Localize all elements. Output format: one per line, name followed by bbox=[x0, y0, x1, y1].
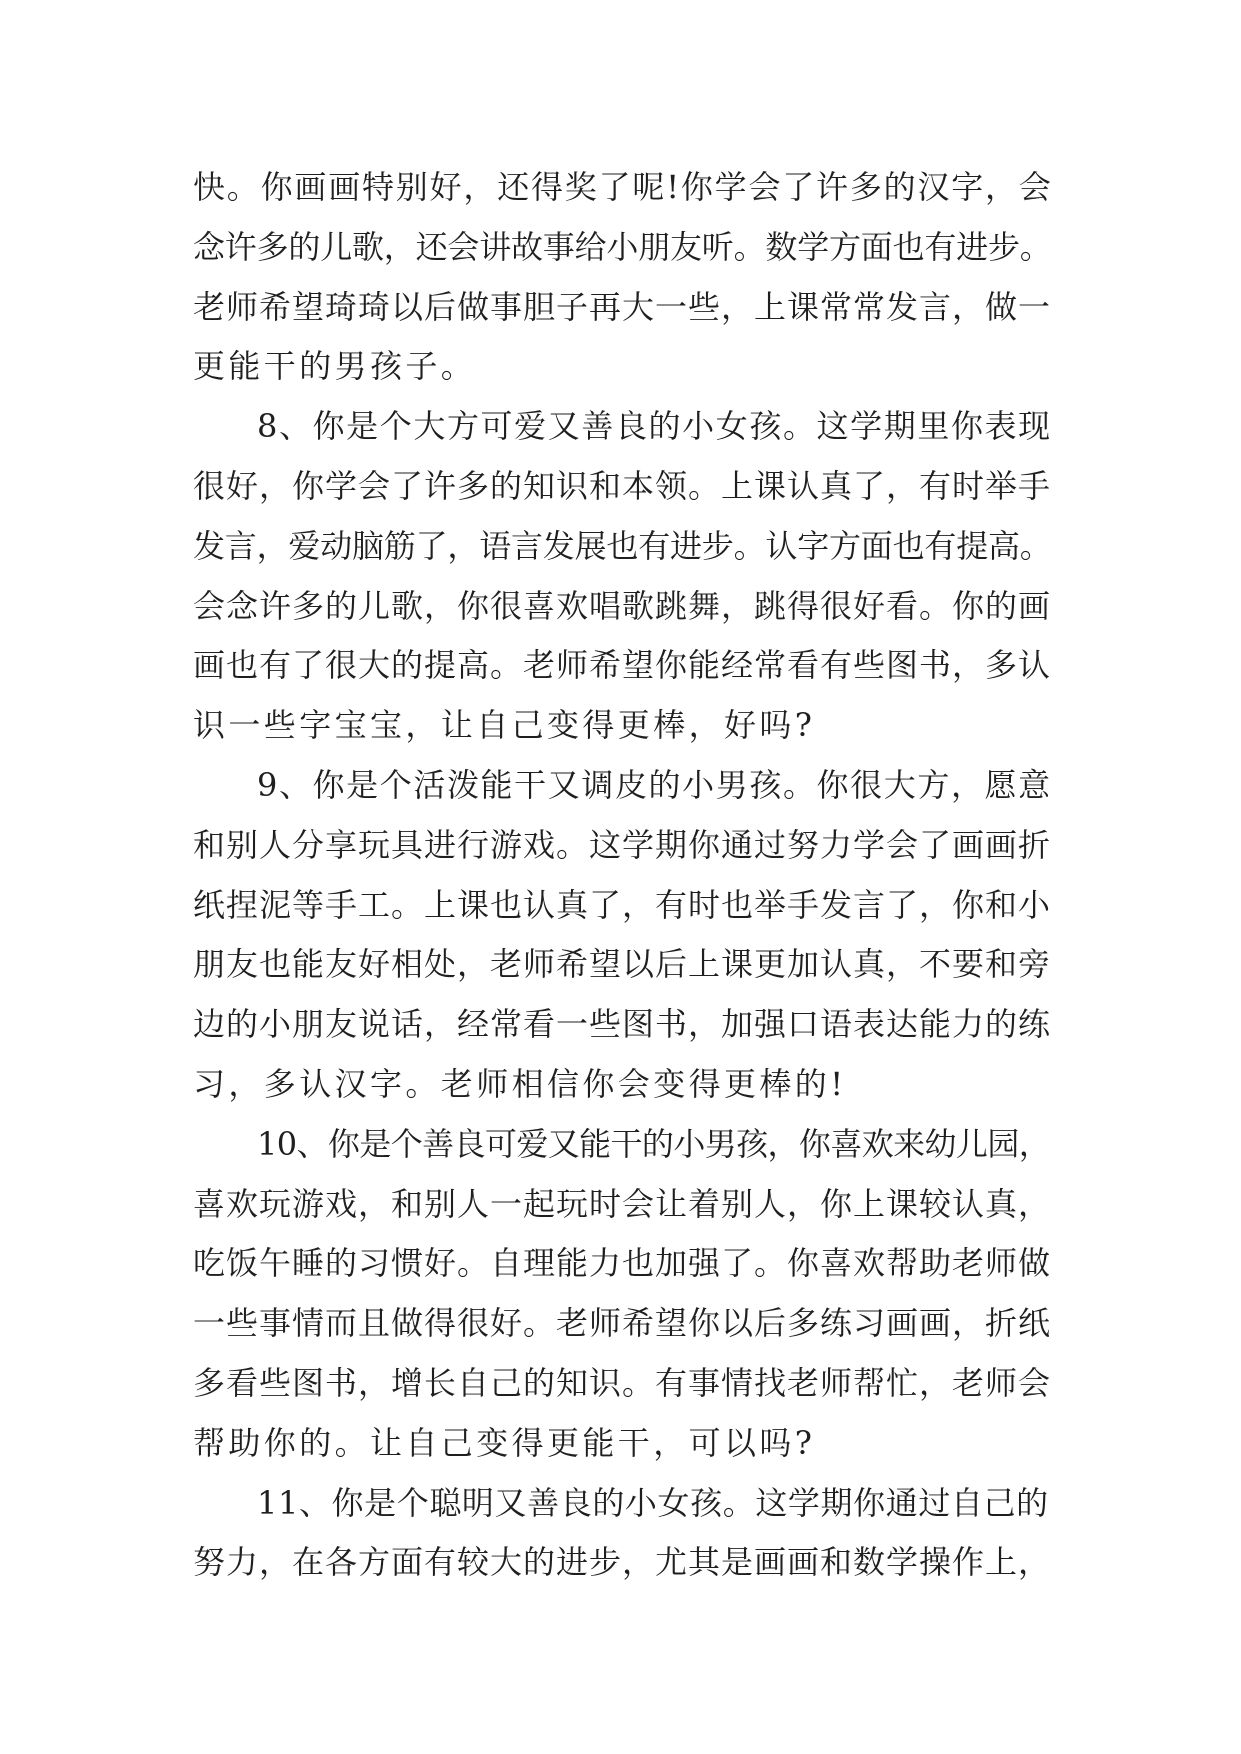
text-line: 发言，爱动脑筋了，语言发展也有进步。认字方面也有提高。 bbox=[193, 526, 1052, 565]
paragraph-start-line: 11、你是个聪明又善良的小女孩。这学期你通过自己的 bbox=[257, 1483, 1049, 1522]
text-line: 努力，在各方面有较大的进步，尤其是画画和数学操作上， bbox=[193, 1543, 1052, 1582]
text-line: 边的小朋友说话，经常看一些图书，加强口语表达能力的练 bbox=[193, 1005, 1052, 1044]
text-line: 老师希望琦琦以后做事胆子再大一些，上课常常发言，做一 bbox=[193, 287, 1052, 326]
paragraph-start-line: 10、你是个善良可爱又能干的小男孩，你喜欢来幼儿园， bbox=[257, 1124, 1051, 1163]
text-line: 喜欢玩游戏，和别人一起玩时会让着别人，你上课较认真， bbox=[193, 1184, 1052, 1223]
text-line: 会念许多的儿歌，你很喜欢唱歌跳舞，跳得很好看。你的画 bbox=[193, 586, 1052, 625]
text-line: 很好，你学会了许多的知识和本领。上课认真了，有时举手 bbox=[193, 466, 1052, 505]
paragraph-start-line: 8、你是个大方可爱又善良的小女孩。这学期里你表现 bbox=[257, 407, 1052, 446]
text-line: 朋友也能友好相处，老师希望以后上课更加认真，不要和旁 bbox=[193, 945, 1052, 984]
text-line: 快。你画画特别好，还得奖了呢!你学会了许多的汉字，会 bbox=[193, 168, 1053, 206]
document-body bbox=[193, 158, 1053, 1593]
text-line: 画也有了很大的提高。老师希望你能经常看有些图书，多认 bbox=[193, 646, 1052, 685]
text-line: 一些事情而且做得很好。老师希望你以后多练习画画，折纸 bbox=[193, 1304, 1052, 1343]
text-line: 帮助你的。让自己变得更能干，可以吗? bbox=[193, 1423, 816, 1462]
text-line: 吃饭午睡的习惯好。自理能力也加强了。你喜欢帮助老师做 bbox=[193, 1244, 1052, 1283]
paragraph-start-line: 9、你是个活泼能干又调皮的小男孩。你很大方，愿意 bbox=[257, 765, 1052, 804]
text-line: 念许多的儿歌，还会讲故事给小朋友听。数学方面也有进步。 bbox=[193, 227, 1052, 266]
text-line: 纸捏泥等手工。上课也认真了，有时也举手发言了，你和小 bbox=[193, 885, 1052, 924]
text-line: 习，多认汉字。老师相信你会变得更棒的! bbox=[193, 1064, 847, 1103]
text-line: 更能干的男孩子。 bbox=[193, 347, 477, 386]
text-line: 和别人分享玩具进行游戏。这学期你通过努力学会了画画折 bbox=[193, 825, 1052, 864]
text-line: 识一些字宝宝，让自己变得更棒，好吗? bbox=[193, 706, 816, 745]
text-line: 多看些图书，增长自己的知识。有事情找老师帮忙，老师会 bbox=[193, 1363, 1052, 1402]
